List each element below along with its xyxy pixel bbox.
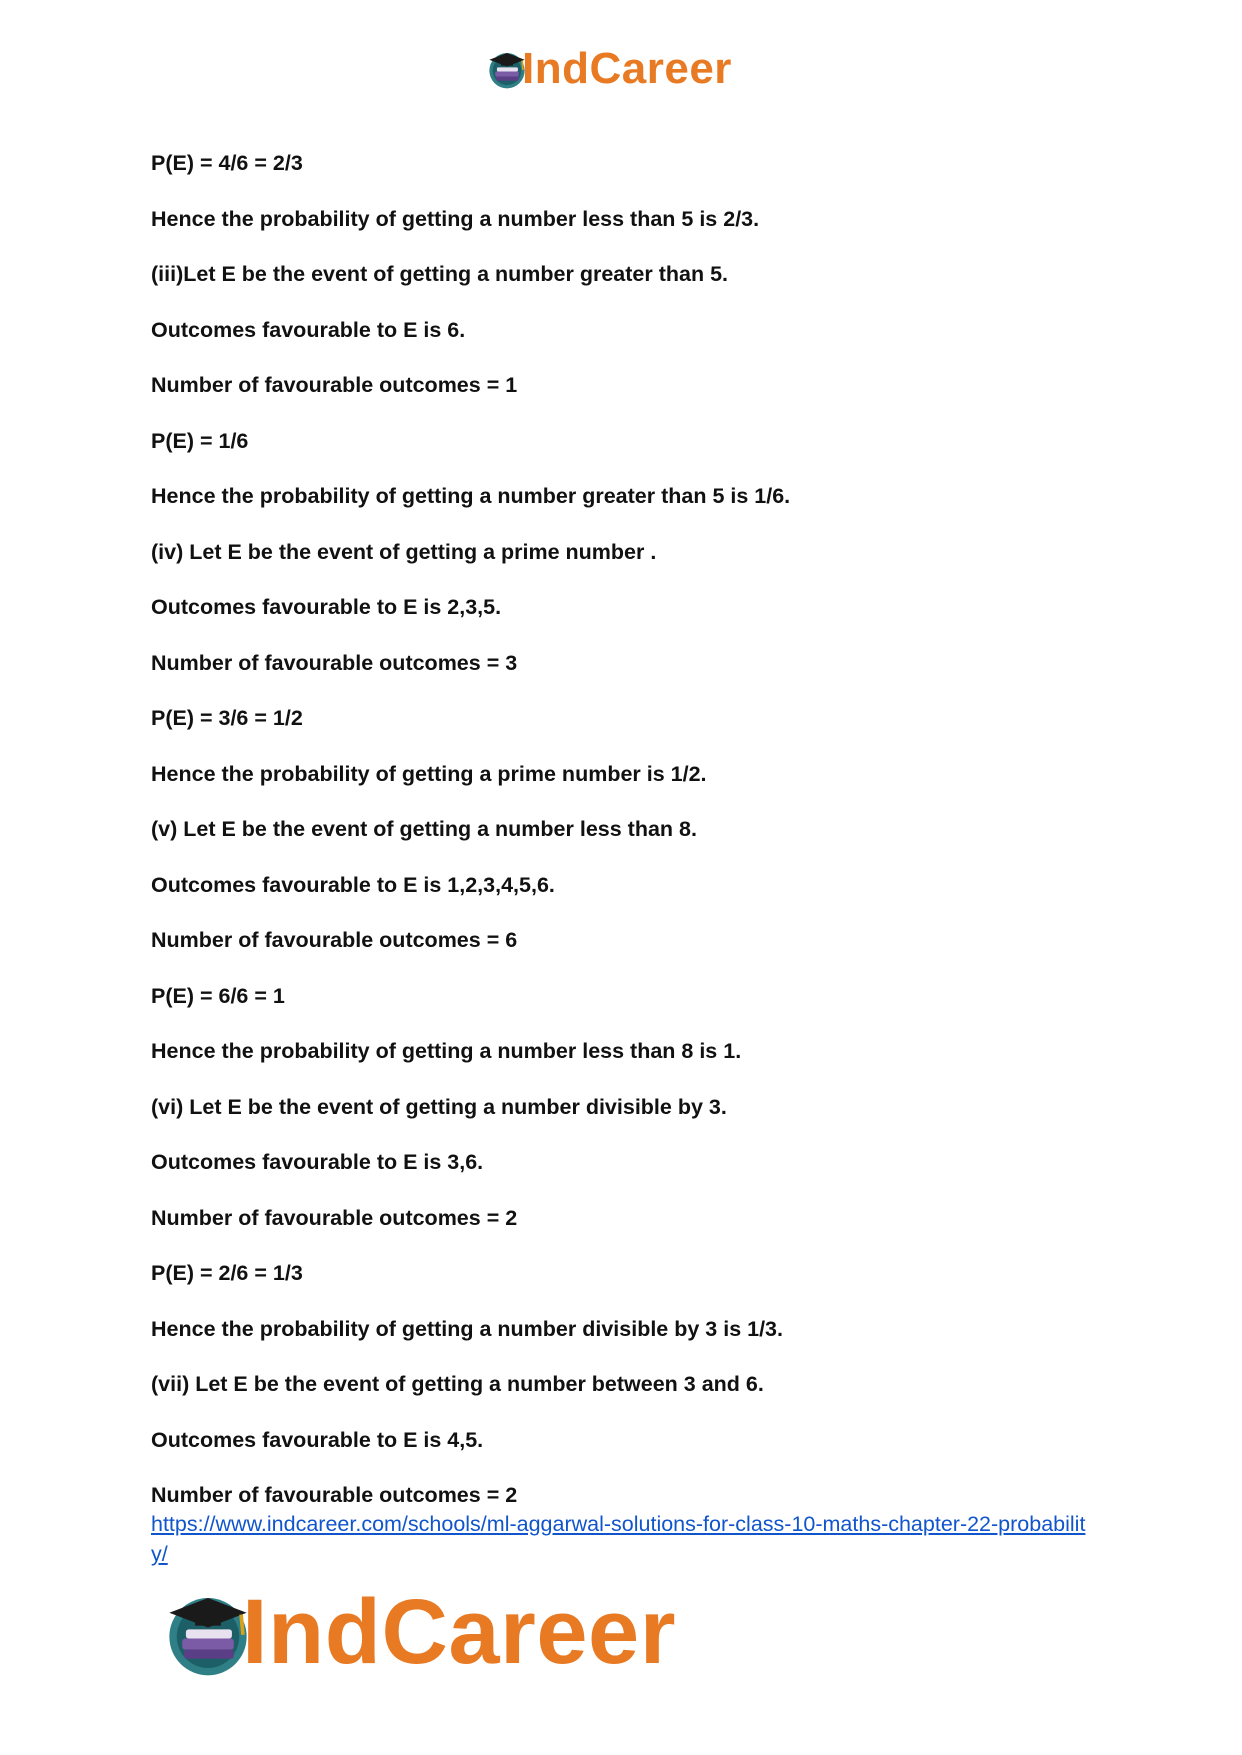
solution-line: (v) Let E be the event of getting a number less than 8.: [151, 817, 697, 841]
graduation-book-icon: [162, 1587, 254, 1679]
solution-line: (vi) Let E be the event of getting a number divisible by 3.: [151, 1094, 727, 1119]
solution-line: P(E) = 3/6 = 1/2: [151, 706, 303, 730]
solution-line: Outcomes favourable to E is 4,5.: [151, 1427, 484, 1452]
solution-line: Number of favourable outcomes = 2: [151, 1483, 518, 1507]
solution-line: Outcomes favourable to E is 6.: [151, 317, 466, 342]
solution-line: Hence the probability of getting a number less than 5 is 2/3.: [151, 206, 760, 231]
footer-logo: [162, 1580, 676, 1685]
solution-line: P(E) = 6/6 = 1: [151, 983, 285, 1008]
solution-line: Hence the probability of getting a number greater than 5 is 1/6.: [151, 484, 791, 508]
solution-text: [151, 150, 1101, 1538]
solution-line: Outcomes favourable to E is 3,6.: [151, 1150, 484, 1174]
solution-line: Hence the probability of getting a number divisible by 3 is 1/3.: [151, 1316, 783, 1341]
solution-line: P(E) = 2/6 = 1/3: [151, 1261, 303, 1285]
solution-line: Number of favourable outcomes = 3: [151, 650, 518, 675]
header-logo: [486, 44, 732, 94]
solution-line: P(E) = 4/6 = 2/3: [151, 151, 303, 175]
solution-line: Hence the probability of getting a prime number is 1/2.: [151, 761, 707, 786]
logo-wordmark: IndCareer: [242, 1581, 676, 1683]
solution-line: (vii) Let E be the event of getting a number between 3 and 6.: [151, 1372, 764, 1396]
logo-wordmark: IndCareer: [522, 44, 732, 93]
solution-line: Hence the probability of getting a number less than 8 is 1.: [151, 1039, 742, 1063]
solution-line: (iii)Let E be the event of getting a number greater than 5.: [151, 262, 728, 286]
solution-line: Outcomes favourable to E is 1,2,3,4,5,6.: [151, 872, 555, 897]
source-link[interactable]: https://www.indcareer.com/schools/ml-aggarwal-solutions-for-class-10-maths-chapter-22-probability/: [151, 1512, 1086, 1566]
solution-line: P(E) = 1/6: [151, 428, 249, 453]
solution-line: Number of favourable outcomes = 6: [151, 928, 518, 952]
solution-line: (iv) Let E be the event of getting a prime number .: [151, 539, 657, 564]
solution-line: Number of favourable outcomes = 1: [151, 373, 518, 397]
solution-line: Outcomes favourable to E is 2,3,5.: [151, 595, 502, 619]
solution-line: Number of favourable outcomes = 2: [151, 1205, 518, 1230]
